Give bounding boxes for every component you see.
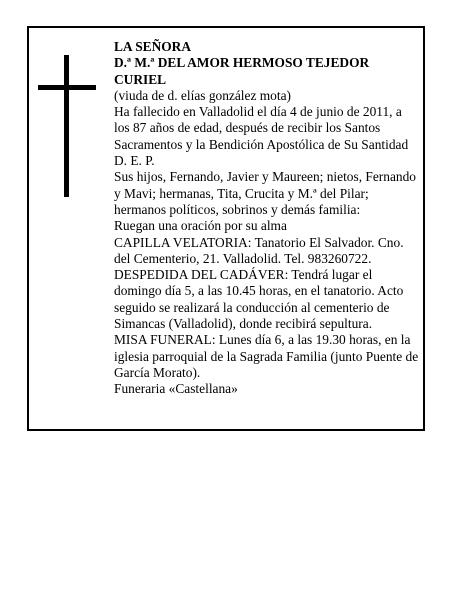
funeral-mass-info: MISA FUNERAL: Lunes día 6, a las 19.30 horas, en la iglesia parroquial de la Sagrada Familia (junto Puente de García Morato). xyxy=(114,332,419,380)
cross-icon xyxy=(38,55,96,197)
heading: LA SEÑORA xyxy=(114,39,192,54)
deceased-name: D.ª M.ª DEL AMOR HERMOSO TEJEDOR CURIEL xyxy=(114,55,370,87)
rip-text: D. E. P. xyxy=(114,153,155,169)
chapel-info: CAPILLA VELATORIA: Tanatorio El Salvador. Cno. del Cementerio, 21. Valladolid. Tel. 983260722. xyxy=(114,234,404,266)
farewell-info: DESPEDIDA DEL CADÁVER: Tendrá lugar el domingo día 5, a las 10.45 horas, en el tanatorio. Acto seguido se realizará la conducción al cementerio de Simancas (Valladolid), donde recibirá sepultura. xyxy=(114,267,404,332)
prayer-request: Ruegan una oración por su alma xyxy=(114,218,287,234)
funeral-home: Funeraria «Castellana» xyxy=(114,381,238,397)
widow-of: (viuda de d. elías gonzález mota) xyxy=(114,87,291,103)
obituary-text xyxy=(114,39,420,398)
family-list: Sus hijos, Fernando, Javier y Maureen; nietos, Fernando y Mavi; hermanas, Tita, Crucita y M.ª del Pilar; hermanos políticos, sobrinos y demás familia: xyxy=(114,169,416,217)
death-announcement: Ha fallecido en Valladolid el día 4 de junio de 2011, a los 87 años de edad, después de recibir los Santos Sacramentos y la Bendición Apostólica de Su Santidad xyxy=(114,104,409,152)
